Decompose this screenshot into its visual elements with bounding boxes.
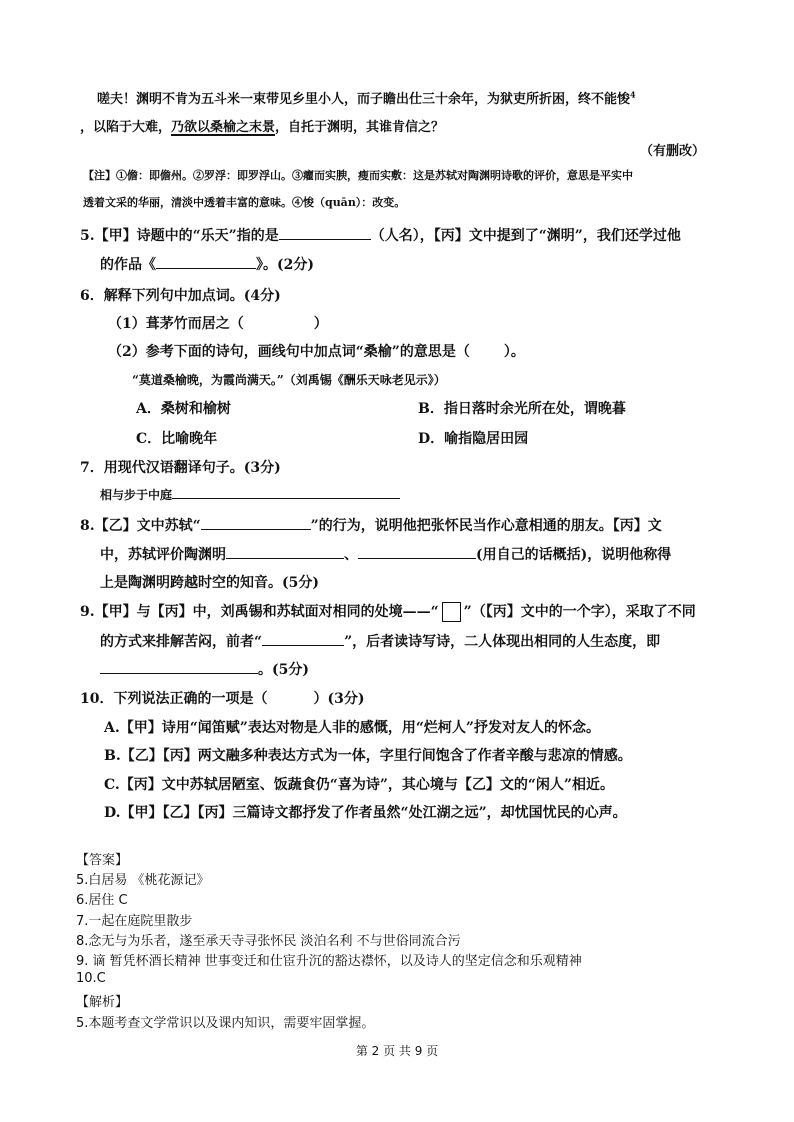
question-9-line-1: 9.【甲】与【丙】中，刘禹锡和苏轼面对相同的处境——“ ”（【丙】文中的一个字），采取了不同 bbox=[80, 604, 696, 620]
analysis-header: 【解析】 bbox=[76, 995, 129, 1010]
answer-6: 6.居住 C bbox=[76, 893, 128, 908]
answer-5: 5.白居易 《桃花源记》 bbox=[76, 873, 210, 888]
analysis-5: 5.本题考查文学常识以及课内知识，需要牢固掌握。 bbox=[76, 1016, 375, 1031]
answer-blank[interactable] bbox=[156, 254, 256, 269]
question-6-item-2: （2）参考下面的诗句，画线句中加点词“桑榆”的意思是（ ）。 bbox=[108, 344, 525, 360]
question-9-line-3: 。(5分) bbox=[100, 659, 309, 679]
question-6-item-1: （1）葺茅竹而居之（ ） bbox=[108, 316, 328, 332]
question-5-line-1: 5.【甲】诗题中的“乐天”指的是 （人名），【丙】文中提到了“渊明”，我们还学过他 bbox=[80, 225, 681, 245]
passage-line-2: ，以陷于大难，乃欲以桑榆之末景，自托于渊明，其谁肯信之？ bbox=[80, 120, 445, 135]
option-d: D．喻指隐居田园 bbox=[418, 431, 529, 447]
option-a: A．桑树和榆树 bbox=[136, 401, 231, 417]
question-8-line-2: 中，苏轼评价陶渊明 、 (用自己的话概括)，说明他称得 bbox=[100, 544, 671, 564]
answer-blank[interactable] bbox=[262, 631, 344, 646]
question-8-line-3: 上是陶渊明跨越时空的知音。(5分) bbox=[100, 575, 319, 591]
answer-9: 9. 谪 暂凭杯酒长精神 世事变迁和仕宦升沉的豁达襟怀，以及诗人的坚定信念和乐观精神 bbox=[76, 954, 582, 969]
answer-blank[interactable] bbox=[201, 515, 311, 530]
answers-header: 【答案】 bbox=[76, 853, 129, 868]
answer-blank[interactable] bbox=[358, 544, 476, 559]
question-8-line-1: 8.【乙】文中苏轼“ ”的行为，说明他把张怀民当作心意相通的朋友。【丙】文 bbox=[80, 515, 662, 535]
footnote-marker: 4 bbox=[630, 89, 636, 100]
q10-option-a: A.【甲】诗用“闻笛赋”表达对物是人非的感慨，用“烂柯人”抒发对友人的怀念。 bbox=[104, 720, 600, 736]
answer-box[interactable] bbox=[442, 602, 461, 622]
source-note: （有删改） bbox=[640, 144, 706, 159]
poem-quote: “莫道桑榆晚，为霞尚满天。”（刘禹锡《酬乐天咏老见示》） bbox=[132, 373, 446, 387]
answer-blank[interactable] bbox=[226, 544, 344, 559]
answer-10: 10.C bbox=[76, 971, 106, 986]
question-6-title: 6．解释下列句中加点词。(4分) bbox=[80, 288, 281, 304]
q10-option-c: C.【丙】文中苏轼居陋室、饭蔬食仍“喜为诗”，其心境与【乙】文的“闲人”相近。 bbox=[104, 777, 614, 793]
answer-blank[interactable] bbox=[279, 225, 371, 240]
question-7-sentence: 相与步于中庭 bbox=[100, 484, 400, 503]
question-7-title: 7．用现代汉语翻译句子。(3分) bbox=[80, 460, 281, 476]
page-number: 第 2 页 共 9 页 bbox=[355, 1044, 439, 1058]
annotation-line-2: 透着文采的华丽，清淡中透着丰富的意味。④悛（quān）：改变。 bbox=[83, 196, 406, 209]
option-b: B．指日落时余光所在处，谓晚暮 bbox=[418, 401, 626, 417]
answer-blank[interactable] bbox=[172, 484, 400, 499]
passage-line-1: 嗟夫！渊明不肯为五斗米一束带见乡里小人，而子瞻出仕三十余年，为狱吏所折困，终不能悛$^4$ bbox=[97, 89, 636, 107]
annotation-line-1: 【注】①儋：即儋州。②罗浮：即罗浮山。③癯而实腴，瘦而实敷：这是苏轼对陶渊明诗歌的评价，意思是平实中 bbox=[83, 169, 633, 182]
answer-blank[interactable] bbox=[100, 659, 258, 674]
answer-8: 8.念无与为乐者，遂至承天寺寻张怀民 淡泊名利 不与世俗同流合污 bbox=[76, 934, 461, 949]
question-10-title: 10．下列说法正确的一项是（ ）(3分) bbox=[80, 691, 365, 707]
q10-option-b: B.【乙】【丙】两文融多种表达方式为一体，字里行间饱含了作者辛酸与悲凉的情感。 bbox=[104, 748, 632, 764]
answer-7: 7.一起在庭院里散步 bbox=[76, 914, 193, 929]
question-5-line-2: 的作品《 》。(2分) bbox=[100, 254, 314, 274]
q10-option-d: D.【甲】【乙】【丙】三篇诗文都抒发了作者虽然“处江湖之远”，却忧国忧民的心声。 bbox=[104, 805, 627, 821]
option-c: C．比喻晚年 bbox=[136, 431, 218, 447]
underlined-sentence: 乃欲以桑榆之末景 bbox=[171, 120, 276, 135]
question-9-line-2: 的方式来排解苦闷，前者“ ”，后者读诗写诗，二人体现出相同的人生态度，即 bbox=[100, 631, 660, 651]
